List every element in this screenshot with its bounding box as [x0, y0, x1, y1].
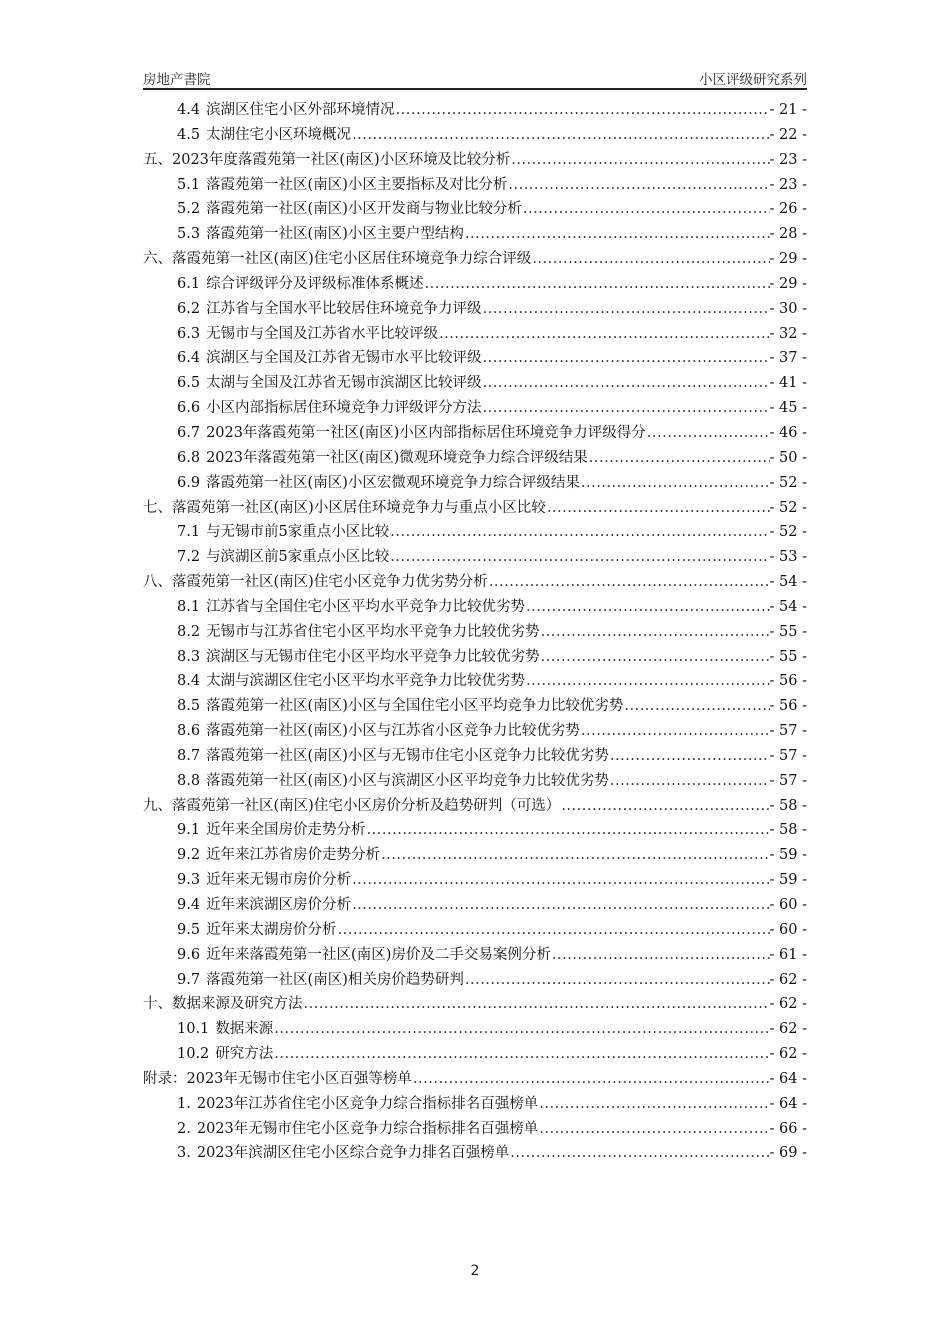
toc-section-entry[interactable]	[143, 968, 807, 993]
toc-entry-number: 8.6	[177, 723, 201, 740]
toc-entry-number: 6.5	[177, 375, 201, 392]
table-of-contents	[143, 98, 807, 1166]
toc-dot-leader	[465, 226, 770, 242]
toc-entry-title: 江苏省与全国水平比较居住环境竞争力评级	[206, 300, 482, 317]
toc-entry-number: 8.8	[177, 772, 201, 789]
toc-entry-page: - 21 -	[769, 102, 807, 118]
toc-section-entry[interactable]	[143, 371, 807, 396]
toc-entry-page: - 59 -	[769, 872, 807, 889]
toc-section-entry[interactable]	[143, 595, 807, 620]
toc-entry-title: 近年来滨湖区房价分析	[206, 897, 352, 913]
toc-entry-title: 落霞苑第一社区(南区)小区与江苏省小区竞争力比较优劣势	[206, 723, 580, 740]
toc-dot-leader	[526, 673, 769, 689]
toc-dot-leader	[589, 450, 770, 466]
toc-dot-leader	[352, 872, 769, 888]
toc-entry-number: 6.2	[177, 300, 201, 317]
toc-section-entry[interactable]	[143, 222, 807, 247]
toc-entry-number: 6.1	[177, 275, 201, 292]
toc-entry-number: 九、	[143, 797, 172, 814]
toc-entry-number: 4.5	[177, 126, 201, 143]
toc-entry-page: - 66 -	[769, 1120, 807, 1137]
toc-entry-title: 江苏省与全国住宅小区平均水平竞争力比较优劣势	[206, 598, 526, 615]
toc-entry-title: 落霞苑第一社区(南区)住宅小区房价分析及趋势研判（可选）	[172, 797, 561, 814]
toc-section-entry[interactable]	[143, 346, 807, 371]
toc-entry-title: 落霞苑第一社区(南区)小区与全国住宅小区平均竞争力比较优劣势	[206, 698, 624, 715]
toc-dot-leader	[352, 897, 769, 913]
toc-section-entry[interactable]	[143, 843, 807, 868]
toc-entry-number: 9.1	[177, 822, 201, 839]
toc-dot-leader	[541, 624, 770, 640]
toc-entry-title: 落霞苑第一社区(南区)相关房价趋势研判	[206, 971, 464, 988]
toc-entry-title: 2023年江苏省住宅小区竞争力综合指标排名百强榜单	[196, 1095, 539, 1112]
toc-entry-title: 滨湖区与无锡市住宅小区平均水平竞争力比较优劣势	[206, 648, 540, 665]
toc-entry-title: 滨湖区与全国及江苏省无锡市水平比较评级	[206, 350, 482, 367]
toc-entry-title: 落霞苑第一社区(南区)小区宏微观环境竞争力综合评级结果	[206, 474, 580, 491]
toc-entry-page: - 64 -	[769, 1095, 807, 1112]
toc-dot-leader	[338, 922, 770, 938]
toc-entry-title: 落霞苑第一社区(南区)小区开发商与物业比较分析	[206, 201, 522, 218]
toc-entry-number: 9.7	[177, 971, 201, 988]
toc-entry-page: - 52 -	[769, 474, 807, 491]
toc-section-entry[interactable]	[143, 744, 807, 769]
toc-section-entry[interactable]	[143, 471, 807, 496]
toc-dot-leader	[425, 276, 770, 292]
toc-entry-title: 近年来无锡市房价分析	[206, 872, 352, 889]
toc-entry-title: 与无锡市前5家重点小区比较	[206, 524, 390, 541]
toc-section-entry[interactable]	[143, 769, 807, 794]
toc-entry-page: - 29 -	[769, 275, 807, 292]
toc-entry-page: - 57 -	[769, 772, 807, 789]
toc-entry-title: 太湖与全国及江苏省无锡市滨湖区比较评级	[206, 375, 482, 392]
toc-chapter-entry[interactable]	[143, 570, 807, 595]
toc-entry-number: 五、	[143, 151, 172, 168]
toc-entry-number: 8.3	[177, 648, 201, 665]
toc-section-entry[interactable]	[143, 1141, 807, 1166]
toc-entry-title: 落霞苑第一社区(南区)小区居住环境竞争力与重点小区比较	[172, 499, 546, 516]
toc-entry-page: - 45 -	[769, 400, 807, 417]
toc-entry-number: 十、	[143, 996, 172, 1013]
toc-entry-page: - 32 -	[769, 325, 807, 342]
toc-chapter-entry[interactable]	[143, 992, 807, 1017]
toc-dot-leader	[304, 996, 770, 1012]
toc-entry-title: 2023年度落霞苑第一社区(南区)小区环境及比较分析	[172, 151, 511, 168]
toc-chapter-entry[interactable]	[143, 148, 807, 173]
toc-entry-number: 4.4	[177, 102, 201, 118]
toc-section-entry[interactable]	[143, 1042, 807, 1067]
toc-section-entry[interactable]	[143, 446, 807, 471]
toc-entry-page: - 59 -	[769, 847, 807, 864]
toc-section-entry[interactable]	[143, 98, 807, 123]
toc-dot-leader	[561, 798, 769, 814]
toc-section-entry[interactable]	[143, 893, 807, 918]
toc-dot-leader	[465, 972, 770, 988]
toc-dot-leader	[511, 152, 769, 168]
toc-entry-page: - 29 -	[769, 251, 807, 268]
toc-entry-title: 落霞苑第一社区(南区)小区与滨湖区小区平均竞争力比较优劣势	[206, 772, 609, 789]
toc-entry-title: 太湖与滨湖区住宅小区平均水平竞争力比较优劣势	[206, 673, 526, 690]
toc-entry-number: 5.3	[177, 226, 201, 243]
toc-dot-leader	[610, 773, 770, 789]
toc-entry-number: 8.7	[177, 747, 201, 764]
toc-entry-title: 2023年落霞苑第一社区(南区)微观环境竞争力综合评级结果	[206, 449, 588, 466]
toc-dot-leader	[489, 574, 770, 590]
toc-chapter-entry[interactable]	[143, 496, 807, 521]
toc-entry-number: 7.2	[177, 549, 201, 566]
toc-entry-page: - 50 -	[769, 449, 807, 466]
toc-entry-title: 太湖住宅小区环境概况	[206, 126, 352, 143]
toc-entry-number: 8.1	[177, 598, 201, 615]
toc-dot-leader	[539, 1121, 769, 1137]
toc-entry-page: - 56 -	[769, 673, 807, 690]
toc-dot-leader	[483, 400, 770, 416]
toc-entry-page: - 57 -	[769, 723, 807, 740]
toc-chapter-entry[interactable]	[143, 1067, 807, 1092]
toc-section-entry[interactable]	[143, 520, 807, 545]
page-number: 2	[470, 1263, 480, 1279]
toc-entry-title: 数据来源及研究方法	[172, 996, 303, 1013]
toc-entry-number: 3.	[177, 1145, 191, 1162]
toc-section-entry[interactable]	[143, 1117, 807, 1142]
toc-dot-leader	[581, 475, 770, 491]
toc-entry-number: 2.	[177, 1120, 191, 1137]
toc-section-entry[interactable]	[143, 421, 807, 446]
toc-entry-page: - 23 -	[769, 151, 807, 168]
toc-entry-title: 与滨湖区前5家重点小区比较	[206, 549, 390, 566]
toc-dot-leader	[413, 1071, 770, 1087]
toc-entry-number: 5.1	[177, 176, 201, 193]
toc-section-entry[interactable]	[143, 1017, 807, 1042]
toc-entry-title: 2023年落霞苑第一社区(南区)小区内部指标居住环境竞争力评级得分	[206, 424, 646, 441]
toc-entry-page: - 54 -	[769, 598, 807, 615]
toc-entry-page: - 26 -	[769, 201, 807, 218]
toc-entry-number: 5.2	[177, 201, 201, 218]
toc-entry-page: - 52 -	[769, 524, 807, 541]
toc-entry-number: 6.4	[177, 350, 201, 367]
toc-entry-page: - 57 -	[769, 747, 807, 764]
toc-section-entry[interactable]	[143, 868, 807, 893]
toc-section-entry[interactable]	[143, 818, 807, 843]
toc-dot-leader	[581, 723, 770, 739]
toc-dot-leader	[381, 847, 769, 863]
page-header	[143, 66, 807, 90]
toc-entry-page: - 58 -	[769, 822, 807, 839]
toc-dot-leader	[510, 1145, 769, 1161]
toc-entry-number: 9.4	[177, 897, 201, 913]
toc-entry-title: 2023年无锡市住宅小区百强等榜单	[186, 1070, 412, 1087]
toc-dot-leader	[552, 947, 770, 963]
toc-entry-number: 9.3	[177, 872, 201, 889]
toc-entry-number: 7.1	[177, 524, 201, 541]
toc-entry-title: 落霞苑第一社区(南区)小区主要户型结构	[206, 226, 464, 243]
toc-entry-number: 6.7	[177, 424, 201, 441]
toc-entry-number: 6.3	[177, 325, 201, 342]
toc-entry-page: - 30 -	[769, 300, 807, 317]
toc-entry-number: 10.1	[177, 1021, 210, 1038]
toc-section-entry[interactable]	[143, 719, 807, 744]
toc-entry-number: 6.8	[177, 449, 201, 466]
toc-dot-leader	[367, 822, 770, 838]
toc-entry-number: 1.	[177, 1095, 191, 1112]
toc-entry-number: 七、	[143, 499, 172, 516]
toc-section-entry[interactable]	[143, 620, 807, 645]
toc-dot-leader	[274, 1046, 769, 1062]
toc-dot-leader	[483, 301, 770, 317]
toc-entry-title: 近年来太湖房价分析	[206, 921, 337, 938]
toc-entry-page: - 61 -	[769, 946, 807, 963]
toc-entry-title: 小区内部指标居住环境竞争力评级评分方法	[206, 400, 482, 417]
toc-dot-leader	[541, 649, 770, 665]
toc-entry-title: 近年来落霞苑第一社区(南区)房价及二手交易案例分析	[206, 946, 551, 963]
toc-entry-page: - 60 -	[769, 921, 807, 938]
toc-entry-number: 附录：	[143, 1070, 187, 1087]
toc-entry-number: 8.5	[177, 698, 201, 715]
toc-section-entry[interactable]	[143, 297, 807, 322]
toc-entry-title: 近年来江苏省房价走势分析	[206, 847, 381, 864]
toc-entry-number: 八、	[143, 574, 172, 591]
header-series-title: 小区评级研究系列	[699, 72, 807, 88]
toc-dot-leader	[352, 127, 769, 143]
toc-entry-page: - 22 -	[769, 126, 807, 143]
toc-entry-title: 数据来源	[215, 1021, 274, 1038]
toc-dot-leader	[390, 549, 769, 565]
toc-entry-number: 8.4	[177, 673, 201, 690]
toc-dot-leader	[396, 102, 770, 118]
toc-dot-leader	[532, 251, 769, 267]
toc-section-entry[interactable]	[143, 173, 807, 198]
toc-entry-title: 近年来全国房价走势分析	[206, 822, 366, 839]
toc-entry-number: 8.2	[177, 623, 201, 640]
toc-entry-number: 6.6	[177, 400, 201, 417]
toc-entry-page: - 60 -	[769, 897, 807, 913]
toc-dot-leader	[523, 201, 770, 217]
toc-entry-page: - 62 -	[769, 1021, 807, 1038]
toc-dot-leader	[508, 177, 769, 193]
toc-chapter-entry[interactable]	[143, 794, 807, 819]
toc-entry-title: 落霞苑第一社区(南区)小区主要指标及对比分析	[206, 176, 508, 193]
toc-entry-title: 2023年滨湖区住宅小区综合竞争力排名百强榜单	[196, 1145, 510, 1162]
toc-entry-page: - 62 -	[769, 971, 807, 988]
toc-entry-page: - 52 -	[769, 499, 807, 516]
toc-section-entry[interactable]	[143, 396, 807, 421]
toc-entry-page: - 56 -	[769, 698, 807, 715]
toc-section-entry[interactable]	[143, 645, 807, 670]
toc-section-entry[interactable]	[143, 322, 807, 347]
toc-section-entry[interactable]	[143, 694, 807, 719]
toc-entry-title: 落霞苑第一社区(南区)住宅小区竞争力优劣势分析	[172, 574, 488, 591]
toc-entry-page: - 69 -	[769, 1145, 807, 1162]
toc-entry-number: 9.5	[177, 921, 201, 938]
toc-section-entry[interactable]	[143, 123, 807, 148]
toc-dot-leader	[624, 698, 769, 714]
toc-entry-page: - 55 -	[769, 623, 807, 640]
toc-entry-page: - 62 -	[769, 1046, 807, 1063]
toc-entry-title: 2023年无锡市住宅小区竞争力综合指标排名百强榜单	[196, 1120, 539, 1137]
toc-entry-number: 9.6	[177, 946, 201, 963]
toc-entry-page: - 58 -	[769, 797, 807, 814]
toc-section-entry[interactable]	[143, 545, 807, 570]
toc-entry-number: 6.9	[177, 474, 201, 491]
toc-section-entry[interactable]	[143, 918, 807, 943]
toc-entry-number: 10.2	[177, 1046, 210, 1063]
toc-entry-page: - 62 -	[769, 996, 807, 1013]
toc-entry-page: - 53 -	[769, 549, 807, 566]
toc-section-entry[interactable]	[143, 197, 807, 222]
toc-section-entry[interactable]	[143, 669, 807, 694]
toc-entry-page: - 54 -	[769, 574, 807, 591]
toc-section-entry[interactable]	[143, 1092, 807, 1117]
toc-dot-leader	[526, 599, 769, 615]
toc-section-entry[interactable]	[143, 272, 807, 297]
toc-dot-leader	[483, 350, 770, 366]
toc-entry-page: - 37 -	[769, 350, 807, 367]
header-publisher: 房地产書院	[143, 72, 211, 88]
toc-entry-page: - 55 -	[769, 648, 807, 665]
toc-entry-title: 无锡市与江苏省住宅小区平均水平竞争力比较优劣势	[206, 623, 540, 640]
toc-chapter-entry[interactable]	[143, 247, 807, 272]
toc-dot-leader	[390, 524, 769, 540]
toc-dot-leader	[647, 425, 770, 441]
toc-entry-title: 研究方法	[215, 1046, 274, 1063]
toc-entry-page: - 64 -	[769, 1070, 807, 1087]
toc-entry-title: 落霞苑第一社区(南区)小区与无锡市住宅小区竞争力比较优劣势	[206, 747, 609, 764]
toc-entry-title: 落霞苑第一社区(南区)住宅小区居住环境竞争力综合评级	[172, 251, 532, 268]
toc-entry-page: - 41 -	[769, 375, 807, 392]
toc-dot-leader	[483, 375, 770, 391]
toc-dot-leader	[547, 500, 770, 516]
toc-dot-leader	[274, 1021, 769, 1037]
toc-entry-page: - 28 -	[769, 226, 807, 243]
toc-entry-title: 无锡市与全国及江苏省水平比较评级	[206, 325, 439, 342]
toc-dot-leader	[539, 1096, 769, 1112]
toc-entry-title: 滨湖区住宅小区外部环境情况	[206, 102, 395, 118]
toc-entry-page: - 46 -	[769, 424, 807, 441]
toc-entry-number: 9.2	[177, 847, 201, 864]
toc-entry-page: - 23 -	[769, 176, 807, 193]
toc-section-entry[interactable]	[143, 943, 807, 968]
toc-dot-leader	[610, 748, 770, 764]
toc-entry-number: 六、	[143, 251, 172, 268]
toc-entry-title: 综合评级评分及评级标准体系概述	[206, 275, 424, 292]
toc-dot-leader	[439, 326, 769, 342]
